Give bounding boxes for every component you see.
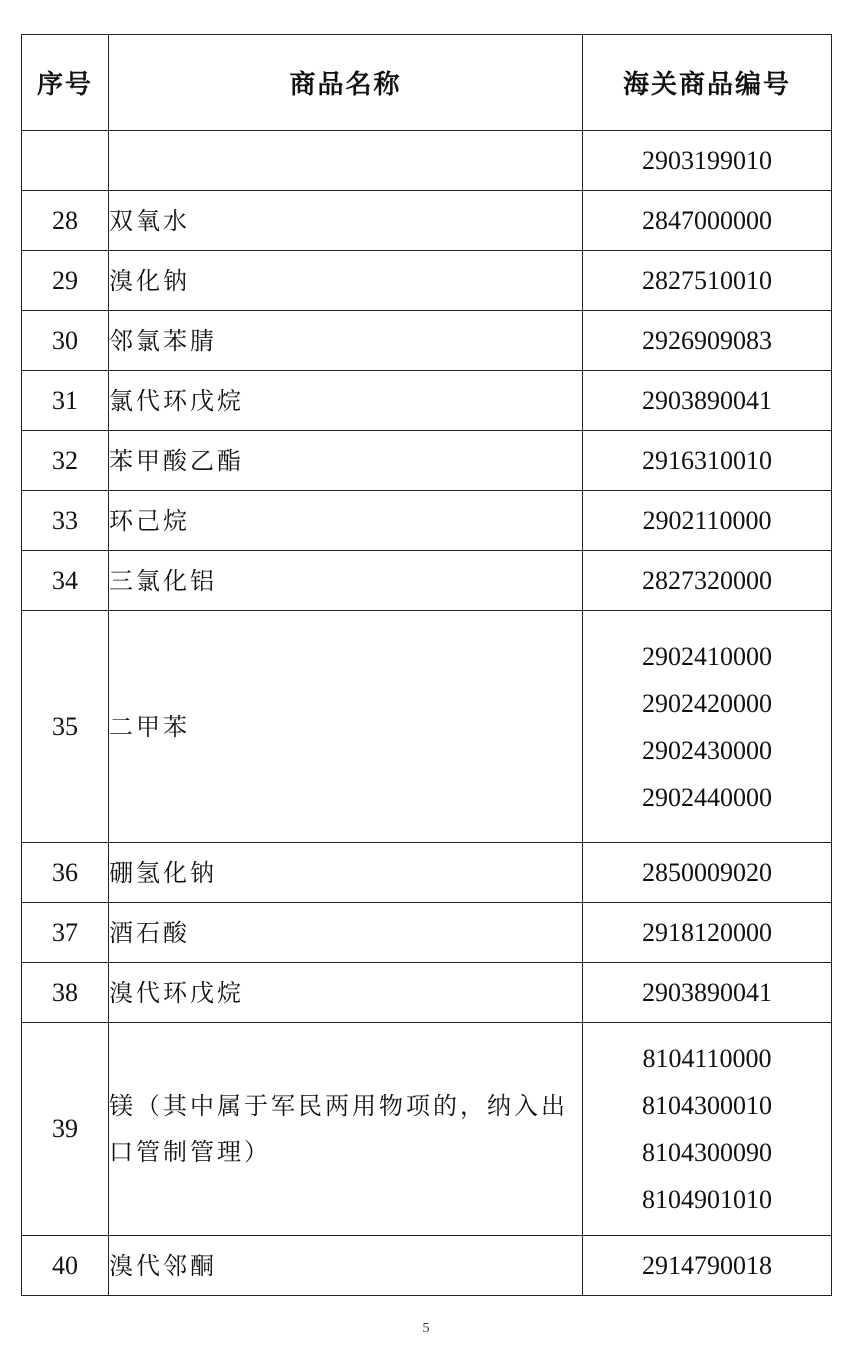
customs-code: 2903890041 [642,386,772,415]
row-name: 溴代环戊烷 [109,963,583,1023]
customs-code: 2902410000 [642,641,772,671]
row-codes [583,191,832,251]
header-index: 序号 [22,35,109,131]
row-name: 二甲苯 [109,611,583,843]
table-row [22,491,832,551]
row-index: 35 [22,611,109,843]
row-name: 溴代邻酮 [109,1236,583,1296]
row-codes [583,311,832,371]
row-name: 双氧水 [109,191,583,251]
customs-code: 2902110000 [642,506,772,535]
row-codes [583,431,832,491]
customs-code: 2902420000 [642,688,772,718]
customs-code: 2827510010 [642,266,772,295]
row-name: 邻氯苯腈 [109,311,583,371]
row-name: 溴化钠 [109,251,583,311]
row-name: 镁（其中属于军民两用物项的，纳入出口管制管理） [109,1023,583,1236]
row-index: 39 [22,1023,109,1236]
row-index: 36 [22,843,109,903]
row-index [22,131,109,191]
row-name: 环己烷 [109,491,583,551]
row-codes [583,1236,832,1296]
customs-code: 8104300090 [642,1138,772,1167]
row-index: 33 [22,491,109,551]
customs-code: 2926909083 [642,326,772,355]
customs-code: 2903890041 [642,978,772,1007]
row-index: 28 [22,191,109,251]
row-index: 38 [22,963,109,1023]
row-name: 氯代环戊烷 [109,371,583,431]
row-codes [583,491,832,551]
table-row [22,431,832,491]
row-codes [583,903,832,963]
row-index: 32 [22,431,109,491]
customs-code: 2850009020 [642,858,772,887]
row-codes [583,371,832,431]
row-codes [583,131,832,191]
row-index: 37 [22,903,109,963]
row-name [109,131,583,191]
table-row [22,903,832,963]
customs-code: 2827320000 [642,566,772,595]
header-name: 商品名称 [109,35,583,131]
row-index: 30 [22,311,109,371]
table-body [22,131,832,1296]
row-name: 硼氢化钠 [109,843,583,903]
customs-code: 2916310010 [642,446,772,475]
customs-code: 2902430000 [642,735,772,765]
table-row [22,1236,832,1296]
table-header-row [22,35,832,131]
customs-code: 8104901010 [642,1185,772,1214]
row-name: 三氯化铝 [109,551,583,611]
row-name: 苯甲酸乙酯 [109,431,583,491]
row-index: 40 [22,1236,109,1296]
table-row [22,963,832,1023]
customs-code: 2903199010 [642,146,772,175]
table-row [22,551,832,611]
table-row [22,131,832,191]
row-codes [583,1023,832,1236]
customs-code: 2918120000 [642,918,772,947]
row-codes [583,963,832,1023]
table-row [22,611,832,843]
customs-code: 2847000000 [642,206,772,235]
row-codes [583,251,832,311]
table-row [22,311,832,371]
row-codes [583,843,832,903]
row-index: 29 [22,251,109,311]
table-row [22,1023,832,1236]
customs-code: 2914790018 [642,1251,772,1280]
table-row [22,251,832,311]
customs-code: 8104300010 [642,1091,772,1120]
row-index: 31 [22,371,109,431]
chemicals-table [21,34,832,1296]
row-codes [583,611,832,843]
page-number: 5 [422,1321,430,1336]
row-name: 酒石酸 [109,903,583,963]
row-codes [583,551,832,611]
row-index: 34 [22,551,109,611]
table-row [22,371,832,431]
customs-code: 8104110000 [642,1044,772,1073]
table-row [22,191,832,251]
customs-code: 2902440000 [642,782,772,812]
table-row [22,843,832,903]
header-code: 海关商品编号 [583,35,832,131]
